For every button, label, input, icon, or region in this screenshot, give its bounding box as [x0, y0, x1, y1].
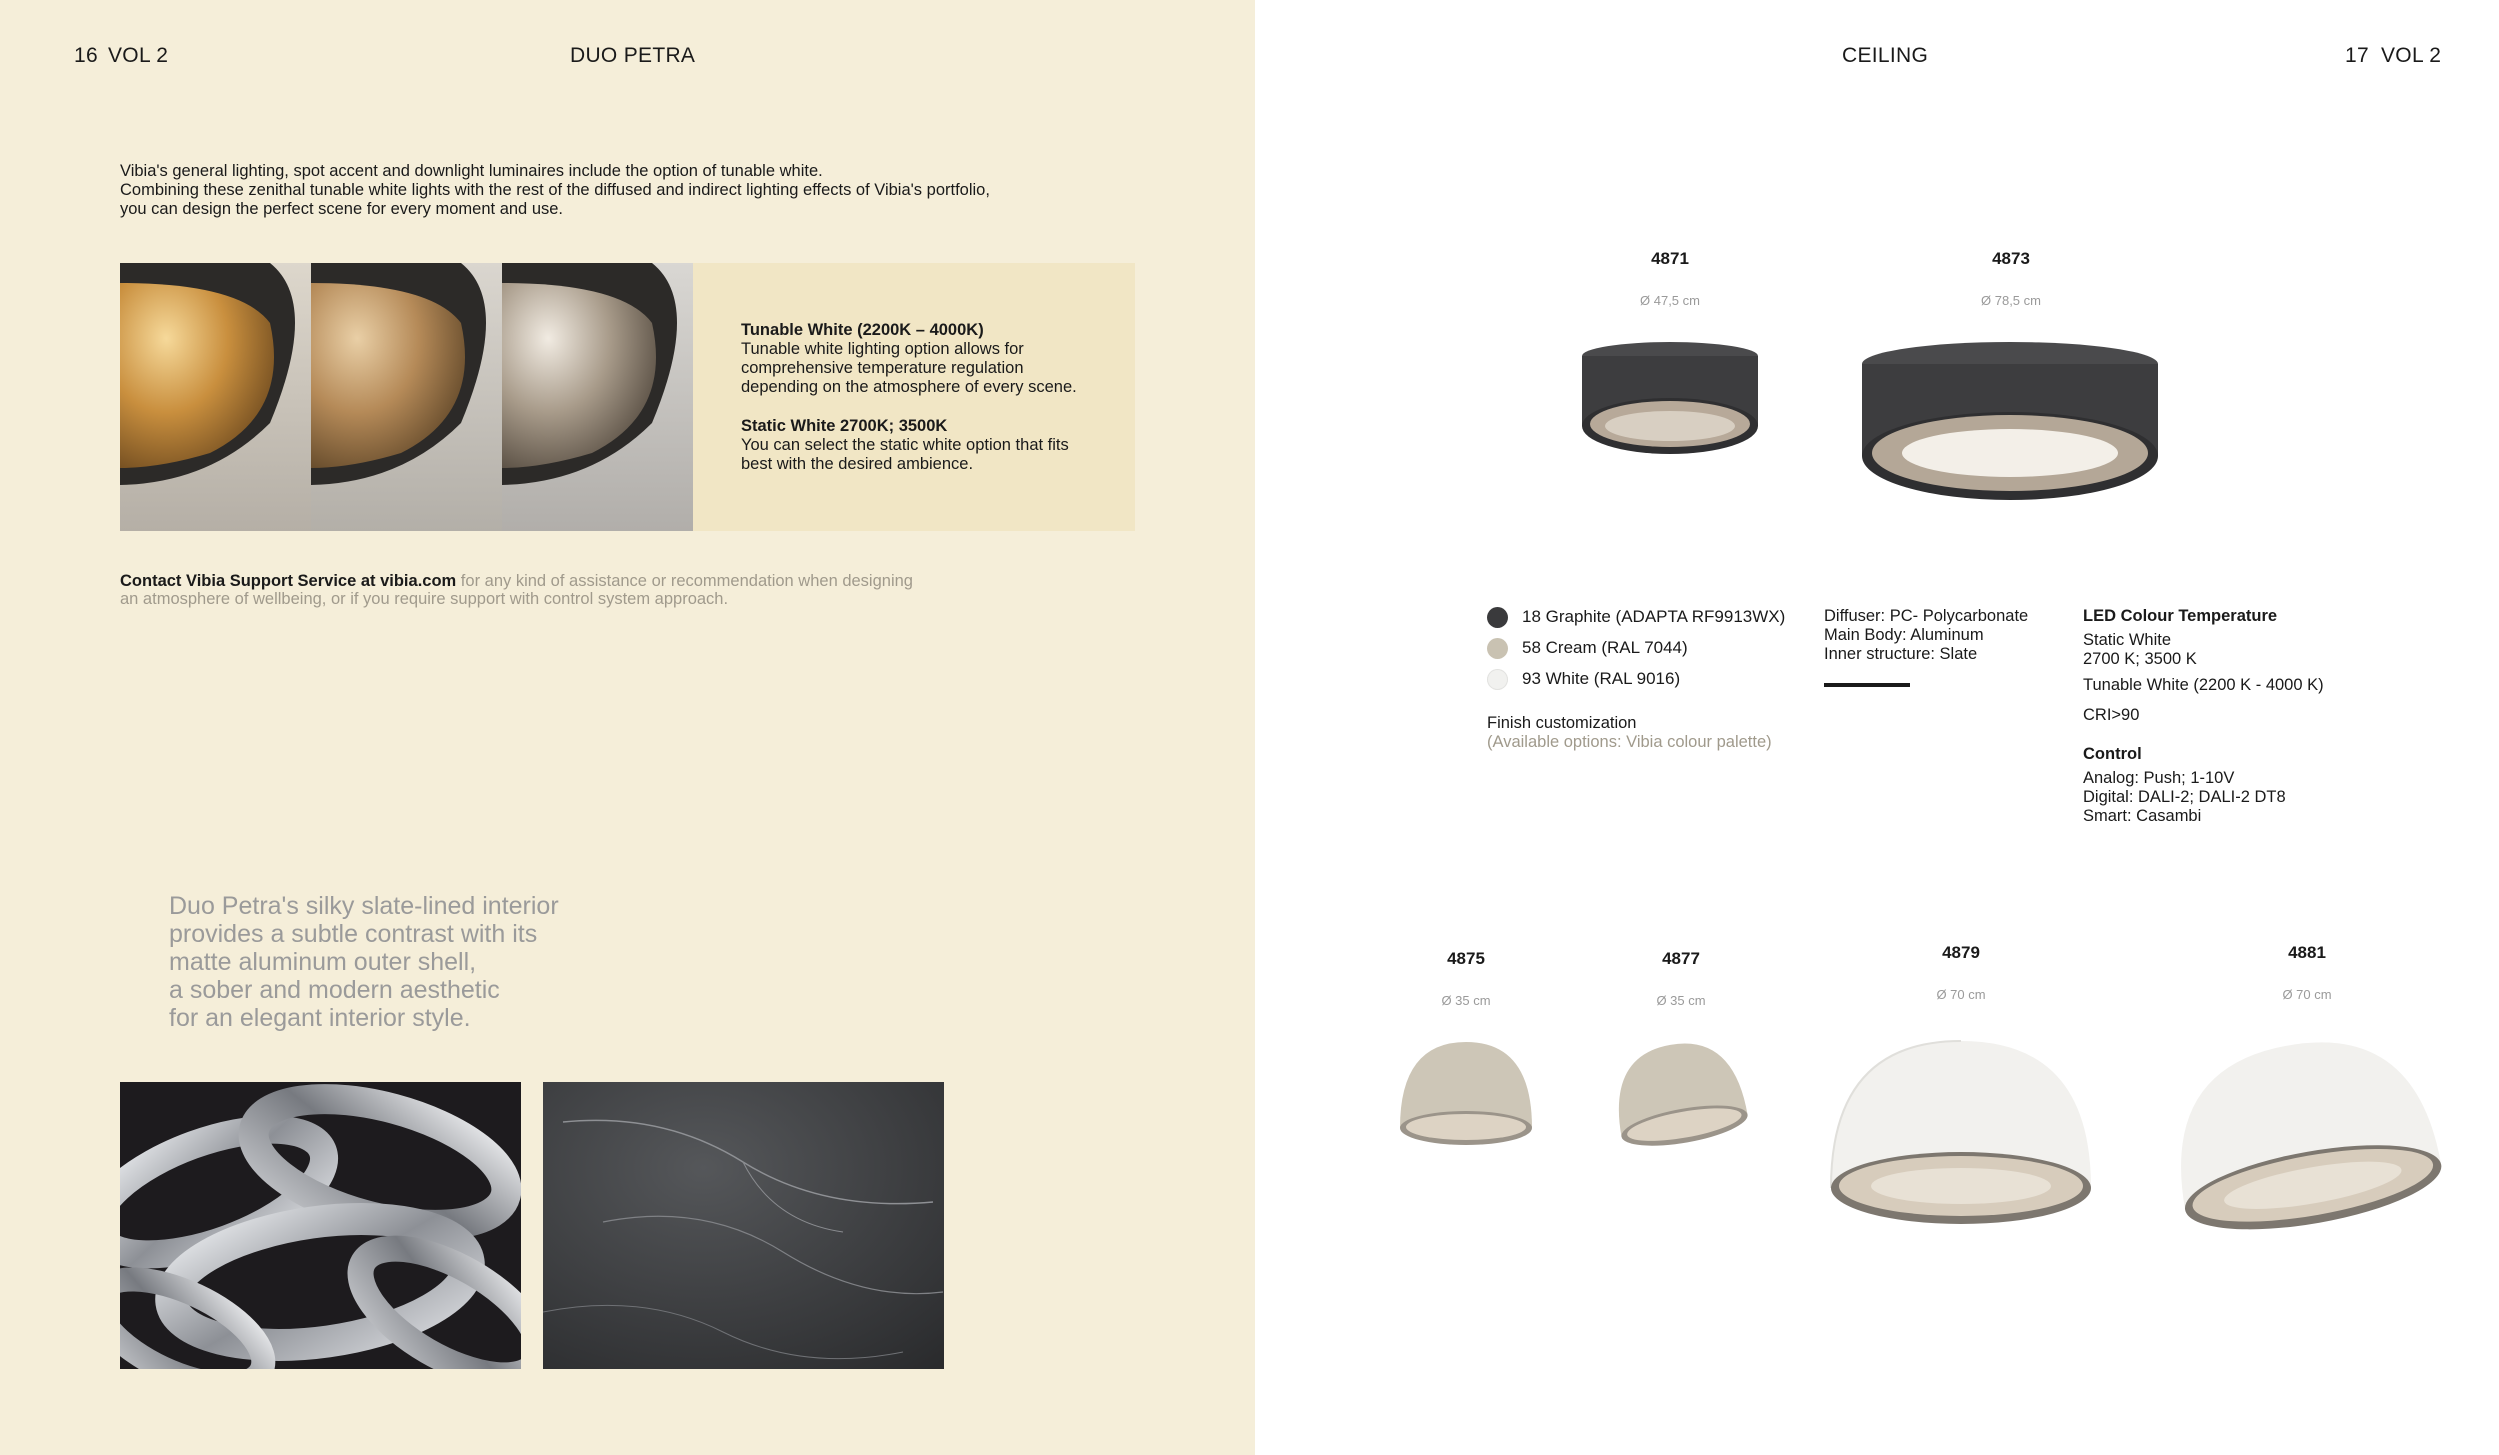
model-4877-label — [1581, 949, 1781, 1008]
static-heading: Static White 2700K; 3500K — [741, 417, 948, 435]
static-line: You can select the static white option that fits — [741, 436, 1069, 454]
model-number: 4879 — [1942, 943, 1980, 962]
control-line: Digital: DALI-2; DALI-2 DT8 — [2083, 788, 2286, 806]
finish-subtitle: (Available options: Vibia colour palette) — [1487, 733, 1772, 751]
material-line: Main Body: Aluminum — [1824, 626, 1984, 644]
lamp-4879-image — [1826, 1036, 2096, 1241]
intro-paragraph — [120, 162, 1120, 219]
lamp-4881-image — [2165, 1036, 2445, 1251]
volume-right: VOL 2 — [2381, 44, 2442, 67]
model-4875-label — [1366, 949, 1566, 1008]
cool-light-photo — [502, 263, 693, 531]
material-line: Diffuser: PC- Polycarbonate — [1824, 607, 2029, 625]
page-number-left: 16 — [74, 44, 98, 67]
model-diameter: Ø 35 cm — [1656, 993, 1706, 1008]
page-title: DUO PETRA — [570, 44, 696, 67]
model-number: 4873 — [1992, 249, 2030, 268]
model-number: 4875 — [1447, 949, 1485, 968]
model-number: 4881 — [2288, 943, 2326, 962]
model-diameter: Ø 70 cm — [1936, 987, 1986, 1002]
pull-quote — [169, 892, 559, 1032]
quote-line: Duo Petra's silky slate-lined interior — [169, 892, 559, 920]
contact-text: an atmosphere of wellbeing, or if you require support with control system approach. — [120, 590, 729, 608]
model-number: 4877 — [1662, 949, 1700, 968]
tunable-heading: Tunable White (2200K – 4000K) — [741, 321, 984, 339]
model-4871-label — [1570, 249, 1770, 308]
graphite-swatch — [1487, 607, 1508, 628]
control-line: Smart: Casambi — [2083, 807, 2202, 825]
contact-text: for any kind of assistance or recommendation when designing — [456, 572, 913, 590]
lamp-4875-image — [1396, 1040, 1536, 1155]
cri-value: CRI>90 — [2083, 706, 2140, 724]
colour-options — [1487, 604, 1785, 697]
intro-line: Vibia's general lighting, spot accent and downlight luminaires include the option of tunable white. — [120, 162, 823, 180]
colour-label: 18 Graphite (ADAPTA RF9913WX) — [1522, 607, 1786, 626]
model-diameter: Ø 35 cm — [1441, 993, 1491, 1008]
tunable-line: depending on the atmosphere of every scene. — [741, 378, 1077, 396]
contact-note — [120, 572, 1020, 608]
tunable-white-panel — [120, 263, 1135, 531]
model-diameter: Ø 78,5 cm — [1981, 293, 2041, 308]
lamp-4871-image — [1575, 340, 1765, 470]
led-tunable: Tunable White (2200 K - 4000 K) — [2083, 676, 2324, 694]
model-4879-label — [1861, 943, 2061, 1002]
technical-spec — [2083, 607, 2324, 826]
white-swatch — [1487, 669, 1508, 690]
model-diameter: Ø 47,5 cm — [1640, 293, 1700, 308]
tunable-line: Tunable white lighting option allows for — [741, 340, 1024, 358]
aluminum-rings-photo — [120, 1082, 521, 1369]
tunable-description — [741, 321, 1121, 474]
contact-link[interactable]: Contact Vibia Support Service at vibia.com — [120, 572, 457, 590]
neutral-light-photo — [311, 263, 502, 531]
intro-line: you can design the perfect scene for every moment and use. — [120, 200, 564, 218]
model-number: 4871 — [1651, 249, 1689, 268]
finish-customization — [1487, 714, 1772, 752]
led-static-values: 2700 K; 3500 K — [2083, 650, 2197, 668]
model-4881-label — [2207, 943, 2407, 1002]
model-diameter: Ø 70 cm — [2282, 987, 2332, 1002]
led-heading: LED Colour Temperature — [2083, 607, 2278, 625]
quote-line: a sober and modern aesthetic — [169, 976, 500, 1004]
warm-light-photo — [120, 263, 311, 531]
materials-divider — [1824, 683, 1910, 687]
colour-option-cream — [1487, 635, 1785, 666]
static-line: best with the desired ambience. — [741, 455, 974, 473]
control-heading: Control — [2083, 745, 2142, 763]
lamp-4877-image — [1610, 1040, 1750, 1157]
tunable-line: comprehensive temperature regulation — [741, 359, 1024, 377]
volume-left: VOL 2 — [108, 44, 169, 67]
material-line: Inner structure: Slate — [1824, 645, 1978, 663]
model-4873-label — [1911, 249, 2111, 308]
colour-label: 93 White (RAL 9016) — [1522, 669, 1681, 688]
cream-swatch — [1487, 638, 1508, 659]
intro-line: Combining these zenithal tunable white lights with the rest of the diffused and indirect lighting effects of Vibia's portfolio, — [120, 181, 990, 199]
colour-label: 58 Cream (RAL 7044) — [1522, 638, 1688, 657]
quote-line: for an elegant interior style. — [169, 1004, 471, 1032]
quote-line: matte aluminum outer shell, — [169, 948, 477, 976]
lamp-4873-image — [1858, 340, 2163, 515]
section-title: CEILING — [1842, 44, 1929, 67]
quote-line: provides a subtle contrast with its — [169, 920, 538, 948]
control-line: Analog: Push; 1-10V — [2083, 769, 2235, 787]
materials-list — [1824, 607, 2028, 664]
slate-texture-photo — [543, 1082, 944, 1369]
finish-title: Finish customization — [1487, 714, 1637, 732]
colour-option-graphite — [1487, 604, 1785, 635]
colour-option-white — [1487, 666, 1785, 697]
page-number-right: 17 — [2345, 44, 2369, 67]
led-static-label: Static White — [2083, 631, 2172, 649]
